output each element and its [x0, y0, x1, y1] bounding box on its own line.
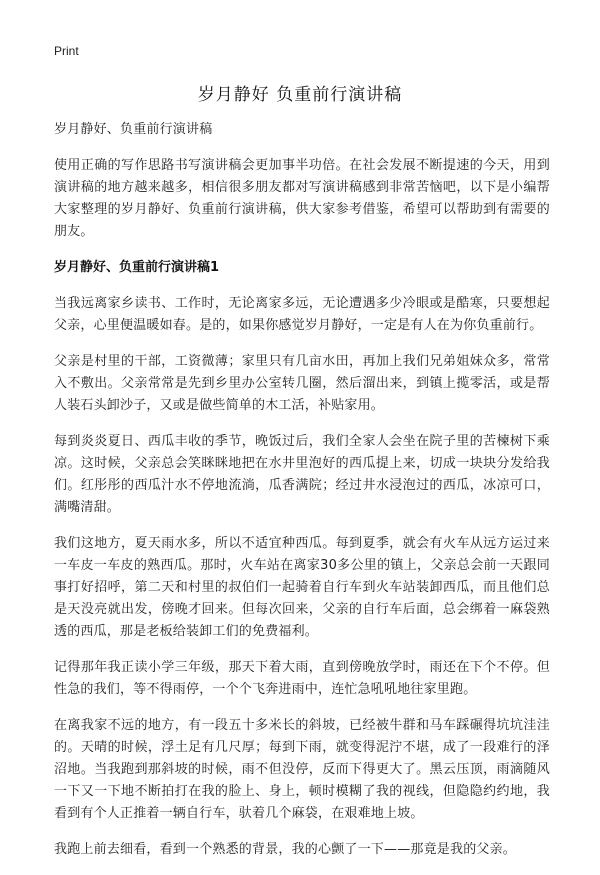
print-link[interactable]: Print	[54, 44, 79, 58]
body-paragraph: 在离我家不远的地方，有一段五十多米长的斜坡，已经被牛群和马车踩碾得坑坑洼洼的。天晴的时候，浮土足有几尺厚；每到下雨，就变得泥泞不堪，成了一段难行的泽沼地。当我跑到那斜坡的时候，雨不但没停，反而下得更大了。黑云压顶，雨滴随风一下又一下地不断拍打在我的脸上、身上，顿时模糊了我的视线，但隐隐约约地，我看到有个人正推着一辆自行车，驮着几个麻袋，在艰难地上坡。	[54, 718, 550, 821]
body-paragraph: 我们这地方，夏天雨水多，所以不适宜种西瓜。每到夏季，就会有火车从远方运过来一车皮一车皮的熟西瓜。那时，火车站在离家30多公里的镇上，父亲总会前一天跟同事打好招呼，第二天和村里的叔伯们一起骑着自行车到火车站装卸西瓜，而且他们总是天没亮就出发，傍晚才回来。但每次回来，父亲的自行车后面，总会绑着一麻袋熟透的西瓜，那是老板给装卸工们的免费福利。	[54, 536, 550, 639]
body-paragraph: 当我远离家乡读书、工作时，无论离家多远，无论遭遇多少冷眼或是酷寒，只要想起父亲，心里便温暖如春。是的，如果你感觉岁月静好，一定是有人在为你负重前行。	[54, 296, 550, 333]
article-subtitle: 岁月静好、负重前行演讲稿	[54, 122, 213, 137]
intro-paragraph: 使用正确的写作思路书写演讲稿会更加事半功倍。在社会发展不断提速的今天，用到演讲稿的地方越来越多，相信很多朋友都对写演讲稿感到非常苦恼吧，以下是小编帮大家整理的岁月静好、负重前行演讲稿，供大家参考借鉴，希望可以帮助到有需要的朋友。	[54, 158, 550, 239]
section-heading: 岁月静好、负重前行演讲稿1	[54, 260, 220, 275]
page-title: 岁月静好 负重前行演讲稿	[197, 85, 403, 105]
body-paragraph: 我跑上前去细看，看到一个熟悉的背景，我的心颤了一下——那竟是我的父亲。	[54, 842, 517, 857]
body-paragraph: 记得那年我正读小学三年级，那天下着大雨，直到傍晚放学时，雨还在下个不停。但性急的我们，等不得雨停，一个个飞奔进雨中，连忙急吼吼地往家里跑。	[54, 660, 550, 697]
article-body	[54, 119, 550, 875]
body-paragraph: 每到炎炎夏日、西瓜丰收的季节，晚饭过后，我们全家人会坐在院子里的苦楝树下乘凉。这时候，父亲总会笑眯眯地把在水井里泡好的西瓜提上来，切成一块块分发给我们。红彤彤的西瓜汁水不停地流淌，瓜香满院；经过井水浸泡过的西瓜，冰凉可口，满嘴清甜。	[54, 434, 550, 515]
body-paragraph: 父亲是村里的干部，工资微薄；家里只有几亩水田，再加上我们兄弟姐妹众多，常常入不敷出。父亲常常是先到乡里办公室转几圈，然后溜出来，到镇上揽零活，或是帮人装石头卸沙子，又或是做些简单的木工活，补贴家用。	[54, 354, 550, 413]
